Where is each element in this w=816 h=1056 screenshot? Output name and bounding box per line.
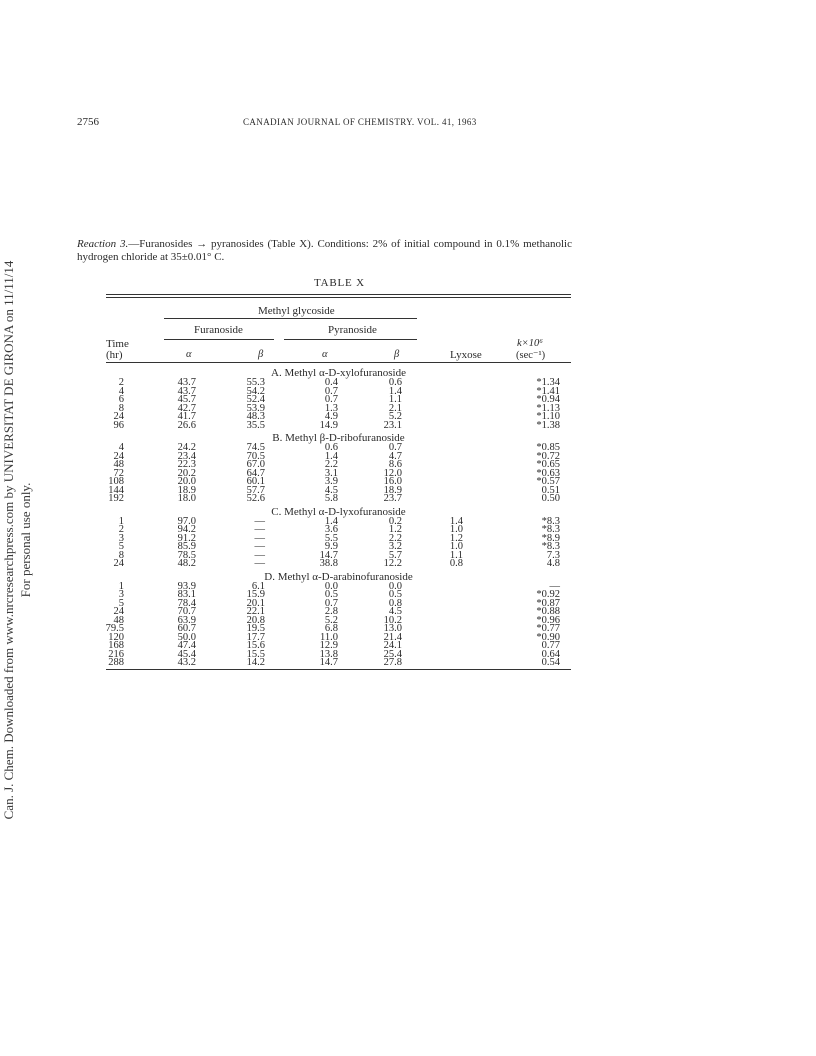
furanoside-underline <box>164 339 274 340</box>
table-cell: 14.7 <box>319 657 338 668</box>
table-cell: 14.9 <box>319 419 338 431</box>
table-cell: 72 <box>113 467 124 479</box>
table-cell: 4.8 <box>546 558 560 569</box>
table-cell: 50.0 <box>177 631 196 643</box>
table-cell: 18.0 <box>177 493 196 504</box>
table-cell: 22.3 <box>177 459 196 470</box>
table-cell: 12.2 <box>383 558 402 569</box>
table-cell: 83.1 <box>177 589 196 600</box>
pyranoside-alpha-header: α <box>322 349 328 360</box>
table-cell: 108 <box>108 476 124 487</box>
k-unit-header: (sec⁻¹) <box>516 350 546 361</box>
group-header: Methyl glycoside <box>258 305 335 317</box>
group-underline <box>164 318 417 319</box>
table-cell: 0.0 <box>388 580 402 592</box>
table-cell: 20.8 <box>246 614 265 626</box>
table-cell: 144 <box>108 484 124 496</box>
table-cell: 12.0 <box>383 467 402 479</box>
table-cell: 1 <box>118 580 124 592</box>
table-cell: 17.7 <box>246 631 265 643</box>
table-cell: *8.3 <box>541 524 560 535</box>
table-cell: 5.2 <box>324 614 338 626</box>
table-cell: 18.9 <box>177 484 196 496</box>
table-cell: 38.8 <box>319 558 338 569</box>
table-cell: 0.50 <box>541 493 560 504</box>
table-cell: 48 <box>113 614 124 626</box>
table-cell: 10.2 <box>383 614 402 626</box>
paragraph-lead: Reaction 3. <box>77 238 129 250</box>
table-cell: *1.38 <box>536 419 560 431</box>
table-cell: *1.34 <box>536 377 560 388</box>
table-cell: 15.5 <box>246 648 265 660</box>
table-cell: 35.5 <box>246 419 265 431</box>
table-cell: — <box>254 524 265 535</box>
table-cell: *1.41 <box>536 385 560 397</box>
table-cell: 1.4 <box>324 515 338 527</box>
table-cell: 15.9 <box>246 589 265 600</box>
table-cell: 3.6 <box>324 524 338 535</box>
table-cell: 0.7 <box>324 394 338 405</box>
furanoside-alpha-header: α <box>186 349 192 360</box>
table-cell: 0.8 <box>449 558 463 569</box>
table-cell: 60.7 <box>177 623 196 634</box>
table-cell: 8 <box>118 549 124 561</box>
table-cell: 6.8 <box>324 623 338 634</box>
table-cell: 24 <box>113 606 124 617</box>
table-cell: *8.3 <box>541 515 560 527</box>
table-top-rule <box>106 294 571 295</box>
download-side-note <box>0 240 44 840</box>
table-cell: 24 <box>113 558 124 569</box>
table-cell: 52.6 <box>246 493 265 504</box>
table-cell: 18.9 <box>383 484 402 496</box>
table-cell: 5.7 <box>388 549 402 561</box>
table-cell: *0.96 <box>536 614 560 626</box>
table-cell: 0.51 <box>541 484 560 496</box>
table-cell: 3.1 <box>324 467 338 479</box>
table-cell: 70.5 <box>246 450 265 462</box>
table-cell: 2.1 <box>388 402 402 414</box>
table-cell: 8.6 <box>388 459 402 470</box>
section-title: A. Methyl α-D-xylofuranoside <box>271 367 406 379</box>
table-cell: 64.7 <box>246 467 265 479</box>
table-cell: 1.3 <box>324 402 338 414</box>
table-cell: 2.8 <box>324 606 338 617</box>
table-cell: 24.2 <box>177 442 196 453</box>
table-cell: 0.6 <box>324 442 338 453</box>
reaction-paragraph <box>77 238 572 264</box>
table-cell: 3.2 <box>388 541 402 552</box>
running-header: CANADIAN JOURNAL OF CHEMISTRY. VOL. 41, 1963 <box>243 117 477 127</box>
table-cell: *0.90 <box>536 631 560 643</box>
table-cell: 4 <box>118 442 124 453</box>
table-cell: 1.2 <box>449 532 463 544</box>
table-cell: 0.64 <box>541 648 560 660</box>
table-cell: 2.2 <box>324 459 338 470</box>
table-cell: *0.65 <box>536 459 560 470</box>
table-cell: 5.2 <box>388 411 402 422</box>
table-cell: 9.9 <box>324 541 338 552</box>
table-cell: 27.8 <box>383 657 402 668</box>
table-cell: — <box>254 541 265 552</box>
table-row <box>106 559 571 569</box>
table-cell: 8 <box>118 402 124 414</box>
table-cell: — <box>254 532 265 544</box>
table-cell: 78.5 <box>177 549 196 561</box>
table-cell: 1.0 <box>449 524 463 535</box>
table-cell: 0.7 <box>324 385 338 397</box>
table-bottom-rule <box>106 669 571 670</box>
table-cell: 43.7 <box>177 377 196 388</box>
table-cell: 1 <box>118 515 124 527</box>
table-cell: 2.2 <box>388 532 402 544</box>
table-cell: 21.4 <box>383 631 402 643</box>
table-cell: 45.7 <box>177 394 196 405</box>
furanoside-header: Furanoside <box>194 324 243 336</box>
table-cell: 5 <box>118 541 124 552</box>
furanoside-beta-header: β <box>258 349 264 360</box>
pyranoside-underline <box>284 339 417 340</box>
table-cell: 24.1 <box>383 640 402 651</box>
table-cell: 63.9 <box>177 614 196 626</box>
table-cell: — <box>254 549 265 561</box>
table-cell: 54.2 <box>246 385 265 397</box>
table-cell: 20.2 <box>177 467 196 479</box>
table-cell: 5 <box>118 597 124 609</box>
table-cell: *0.87 <box>536 597 560 609</box>
table-cell: *0.94 <box>536 394 560 405</box>
time-unit: (hr) <box>106 349 123 361</box>
table-cell: 57.7 <box>246 484 265 496</box>
table-cell: 45.4 <box>177 648 196 660</box>
table-row <box>106 421 571 431</box>
table-cell: 70.7 <box>177 606 196 617</box>
side-note-text: Can. J. Chem. Downloaded from www.nrcresearchpress.com by UNIVERSITAT DE GIRONA on 11/11/14 For personal use only. <box>1 260 33 820</box>
table-cell: 48 <box>113 459 124 470</box>
table-cell: *0.77 <box>536 623 560 634</box>
lyxose-header: Lyxose <box>450 349 482 361</box>
table-cell: 192 <box>108 493 124 504</box>
header-bottom-rule <box>106 362 571 363</box>
table-cell: 288 <box>108 657 124 668</box>
table-cell: 1.4 <box>449 515 463 527</box>
table-cell: 2 <box>118 377 124 388</box>
table-cell: 13.0 <box>383 623 402 634</box>
table-cell: 0.5 <box>388 589 402 600</box>
paragraph-text: —Furanosides → pyranosides (Table X). Conditions: 2% of initial compound in 0.1% methanolic hydrogen chloride at 35±0.01° C. <box>77 238 572 263</box>
pyranoside-beta-header: β <box>394 349 400 360</box>
table-cell: *1.10 <box>536 411 560 422</box>
table-cell: *0.85 <box>536 442 560 453</box>
table-cell: 97.0 <box>177 515 196 527</box>
table-cell: 53.9 <box>246 402 265 414</box>
table-cell: 4.7 <box>388 450 402 462</box>
table-cell: 79.5 <box>105 623 124 634</box>
table-cell: 7.3 <box>546 549 560 561</box>
table-cell: — <box>254 515 265 527</box>
table-top-rule-2 <box>106 297 571 298</box>
table-cell: 5.8 <box>324 493 338 504</box>
table-cell: 168 <box>108 640 124 651</box>
table-cell: 23.7 <box>383 493 402 504</box>
table-title: TABLE X <box>314 277 365 289</box>
table-cell: 0.7 <box>324 597 338 609</box>
table-cell: — <box>254 558 265 569</box>
table-cell: 20.0 <box>177 476 196 487</box>
table-cell: 41.7 <box>177 411 196 422</box>
table-cell: 91.2 <box>177 532 196 544</box>
time-label: Time <box>106 338 129 350</box>
table-cell: 94.2 <box>177 524 196 535</box>
k-header: k×10⁶ <box>517 338 543 349</box>
table-cell: 19.5 <box>246 623 265 634</box>
table-cell: 43.2 <box>177 657 196 668</box>
table-cell: 60.1 <box>246 476 265 487</box>
table-cell: 24 <box>113 411 124 422</box>
table-cell: 43.7 <box>177 385 196 397</box>
table-cell: 4.5 <box>388 606 402 617</box>
table-cell: 0.4 <box>324 377 338 388</box>
table-cell: 4.9 <box>324 411 338 422</box>
table-cell: 20.1 <box>246 597 265 609</box>
table-cell: 55.3 <box>246 377 265 388</box>
section-title: C. Methyl α-D-lyxofuranoside <box>271 505 406 518</box>
table-cell: 4.5 <box>324 484 338 496</box>
table-cell: *0.92 <box>536 589 560 600</box>
table-cell: 0.2 <box>388 515 402 527</box>
table-cell: 22.1 <box>246 606 265 617</box>
table-cell: 85.9 <box>177 541 196 552</box>
table-cell: 13.8 <box>319 648 338 660</box>
table-cell: 93.9 <box>177 580 196 592</box>
table-cell: 1.0 <box>449 541 463 552</box>
table-cell: 0.77 <box>541 640 560 651</box>
table-cell: 12.9 <box>319 640 338 651</box>
table-cell: *0.88 <box>536 606 560 617</box>
table-cell: 0.6 <box>388 377 402 388</box>
table-cell: 1.4 <box>324 450 338 462</box>
table-cell: 14.2 <box>246 657 265 668</box>
table-cell: 3.9 <box>324 476 338 487</box>
table-cell: 26.6 <box>177 419 196 431</box>
section-title: B. Methyl β-D-ribofuranoside <box>272 432 405 444</box>
table-cell: *8.9 <box>541 532 560 544</box>
pyranoside-header: Pyranoside <box>328 324 377 336</box>
table-cell: 6.1 <box>251 580 265 592</box>
table-cell: 1.1 <box>449 549 463 561</box>
table-cell: 3 <box>118 532 124 544</box>
table-cell: 96 <box>113 419 124 431</box>
table-row <box>106 658 571 668</box>
table-cell: 216 <box>108 648 124 660</box>
table-cell: 11.0 <box>320 631 338 643</box>
table-cell: 67.0 <box>246 459 265 470</box>
table-cell: 0.7 <box>388 442 402 453</box>
table-cell: 15.6 <box>246 640 265 651</box>
table-cell: 48.3 <box>246 411 265 422</box>
table-cell: 2 <box>118 524 124 535</box>
table-cell: 1.4 <box>388 385 402 397</box>
table-cell: 1.1 <box>388 394 402 405</box>
table-cell: *1.13 <box>536 402 560 414</box>
table-cell: *0.57 <box>536 476 560 487</box>
table-cell: 14.7 <box>319 549 338 561</box>
table-row <box>106 494 571 504</box>
table-cell: 0.0 <box>324 580 338 592</box>
table-cell: 74.5 <box>246 442 265 453</box>
table-cell: 48.2 <box>177 558 196 569</box>
table-cell: *8.3 <box>541 541 560 552</box>
table-cell: 78.4 <box>177 597 196 609</box>
table-cell: 120 <box>108 631 124 643</box>
table-cell: *0.63 <box>536 467 560 479</box>
table-cell: 23.1 <box>383 419 402 431</box>
table-cell: 0.8 <box>388 597 402 609</box>
table-cell: — <box>549 580 560 592</box>
table-cell: *0.72 <box>536 450 560 462</box>
table-cell: 24 <box>113 450 124 462</box>
table-cell: 47.4 <box>177 640 196 651</box>
table-cell: 1.2 <box>388 524 402 535</box>
table-cell: 23.4 <box>177 450 196 462</box>
table-cell: 0.54 <box>541 657 560 668</box>
table-cell: 4 <box>118 385 124 397</box>
page-number: 2756 <box>77 116 99 128</box>
table-cell: 52.4 <box>246 394 265 405</box>
table-cell: 25.4 <box>383 648 402 660</box>
table-cell: 16.0 <box>383 476 402 487</box>
table-cell: 5.5 <box>324 532 338 544</box>
table-cell: 6 <box>118 394 124 405</box>
table-cell: 42.7 <box>177 402 196 414</box>
table-cell: 3 <box>118 589 124 600</box>
table-cell: 0.5 <box>324 589 338 600</box>
section-title: D. Methyl α-D-arabinofuranoside <box>264 570 413 583</box>
